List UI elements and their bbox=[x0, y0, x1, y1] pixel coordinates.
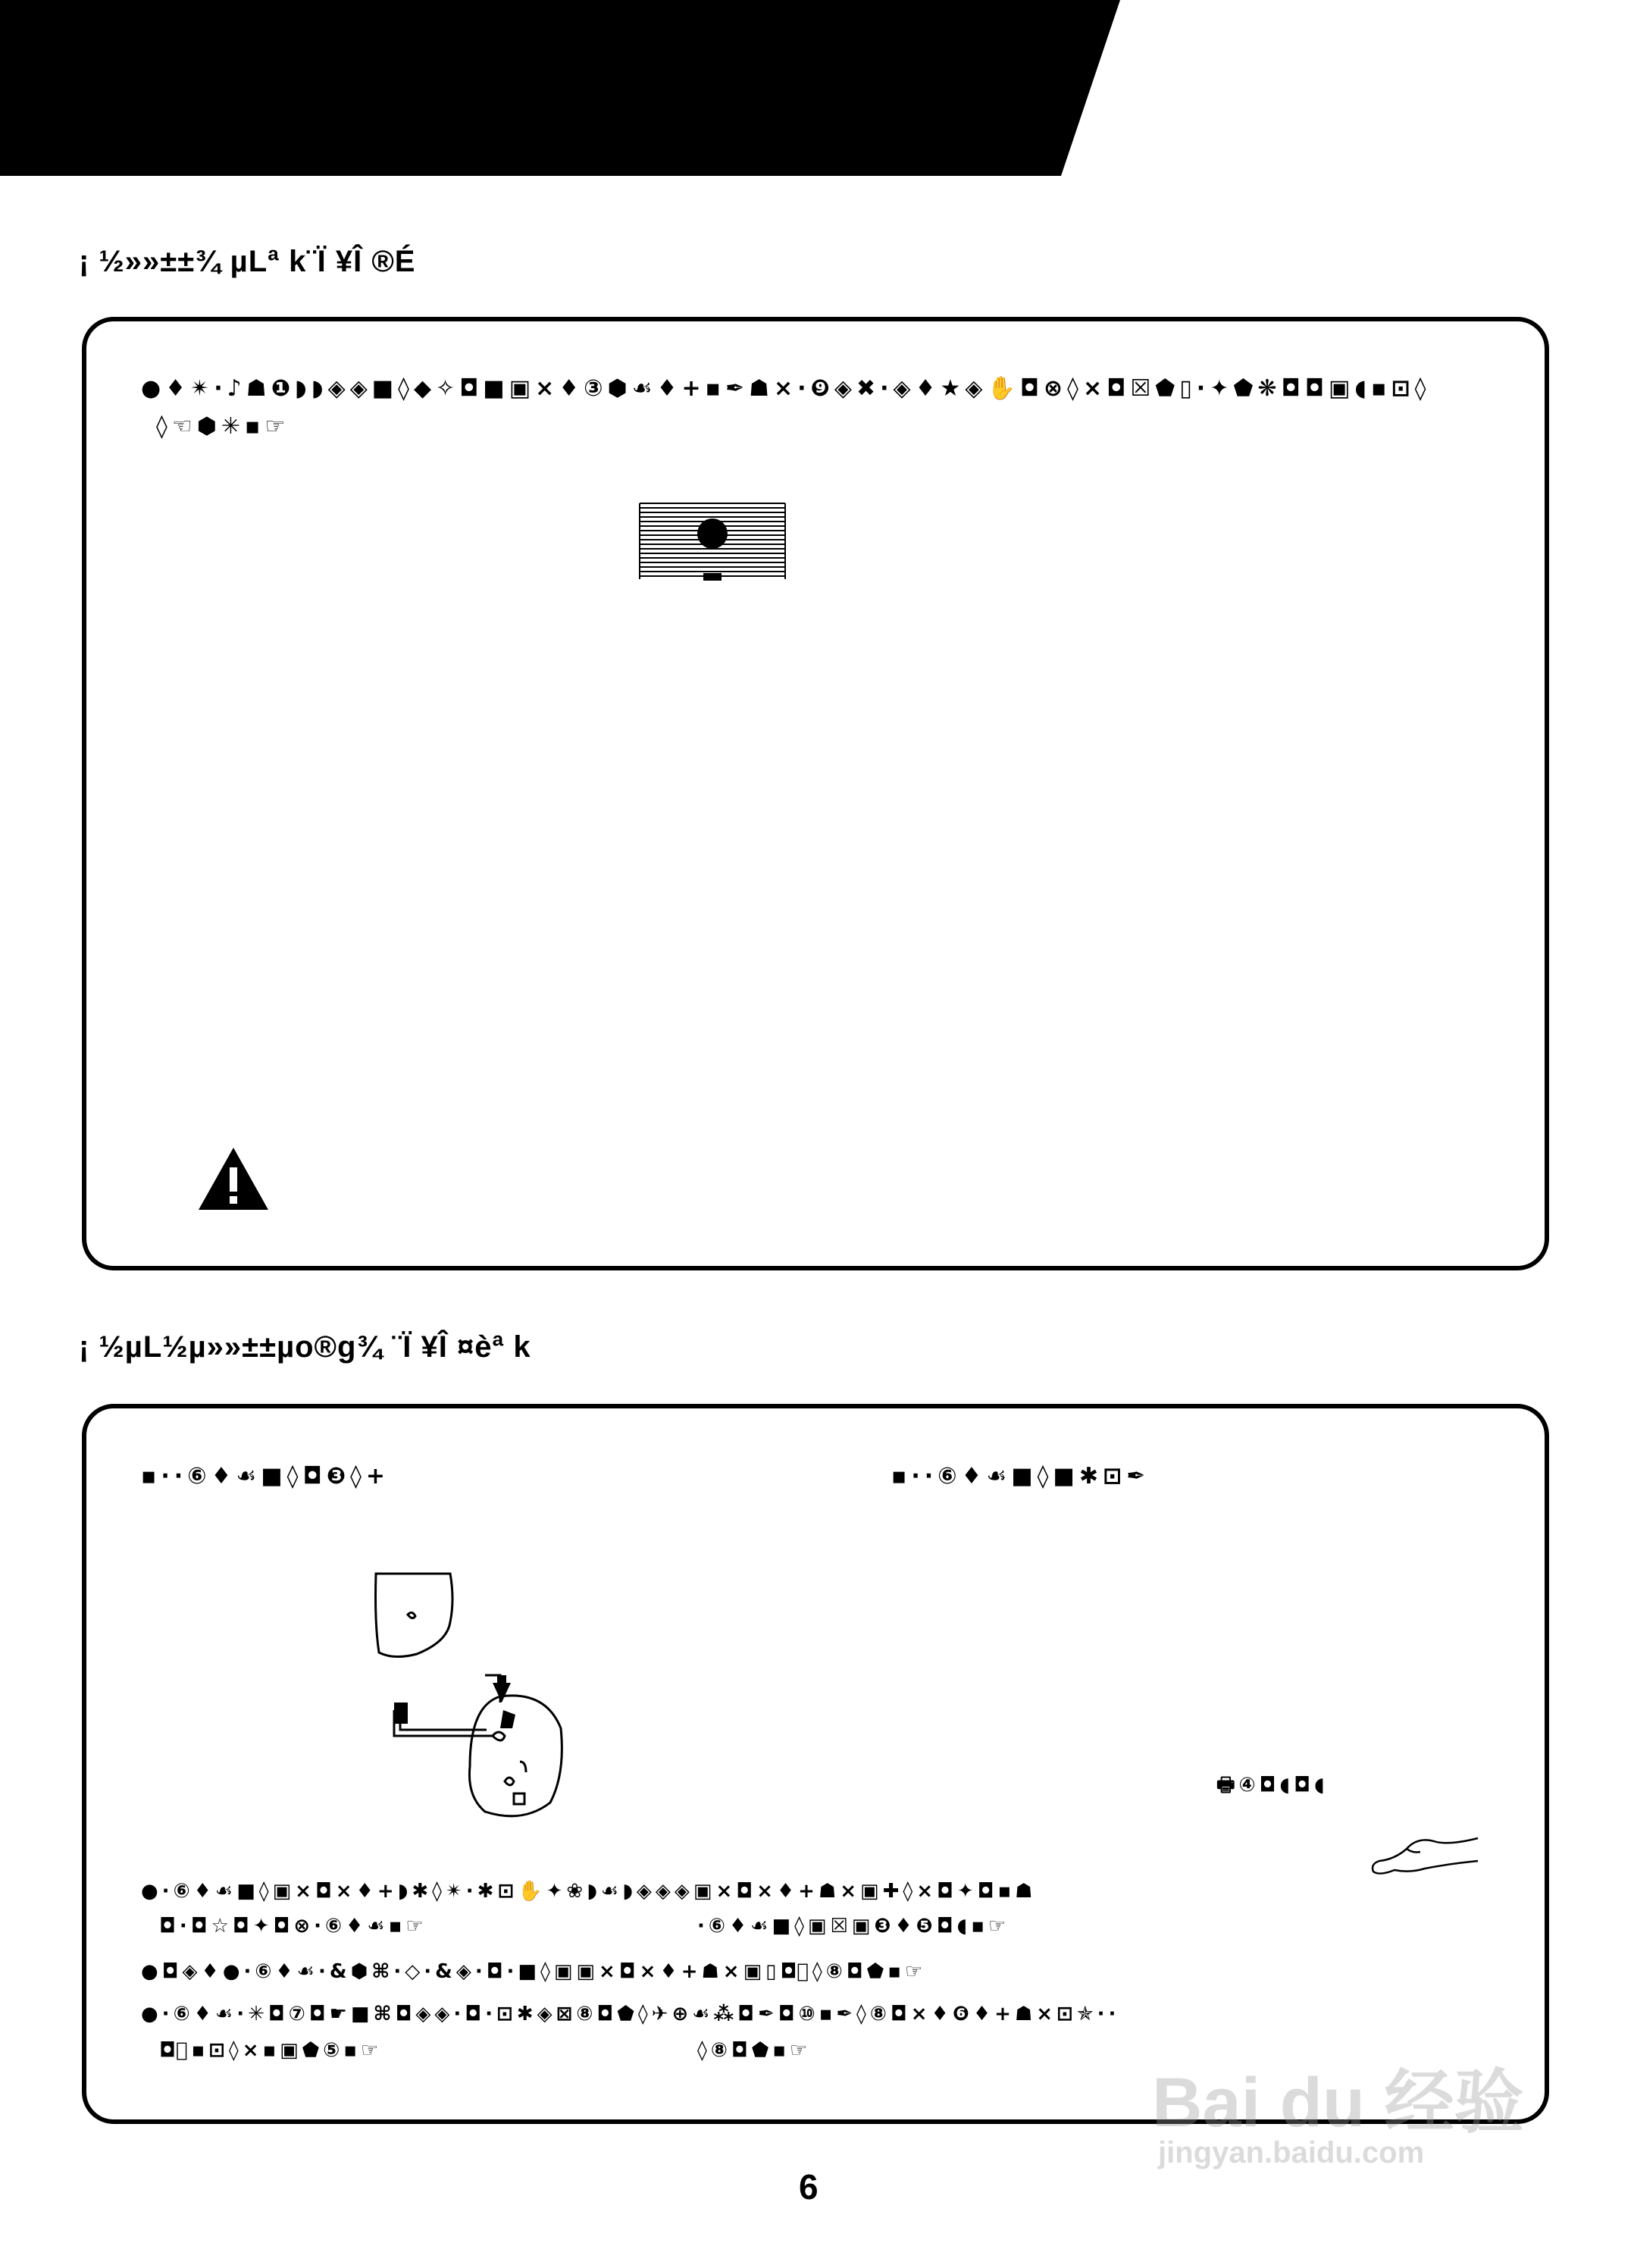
section1-panel bbox=[82, 317, 1549, 1270]
list-row-3: ●·⑥♦☙·✳◘⑦◘☛■⌘◘◈◈·◘·⊡✱◈⊠⑧◘⬟◊✈⊕☙⁂◘✒◘⑩▪✒◊⑧◘×♦❻♦+☗×⊡✯·· bbox=[141, 2003, 1120, 2025]
list-row-1-cont-right: ·⑥♦☙■◊▣☒▣❸♦❺◘◖▪☞ bbox=[697, 1915, 1010, 1938]
header-bar bbox=[0, 0, 1634, 182]
list-row-1-cont-left: ◘·◘☆◘✦◘⊗·⑥♦☙▪☞ bbox=[159, 1915, 427, 1938]
section1-heading: ¡ ½»»±±¾ µLª k¨Ï ¥Î ®É bbox=[79, 245, 416, 278]
list-row-3-cont-right: ◊⑧◘⬟▪☞ bbox=[697, 2039, 812, 2062]
cartridge-illustration bbox=[371, 1569, 568, 1827]
warning-triangle-icon bbox=[196, 1145, 271, 1213]
list-row-2: ●◘◈♦●·⑥♦☙·&⬢⌘·◇·&◈·◘·■◊▣▣×◘×♦+☗×▣▯◘⃠◊⑧◘⬟▪☞ bbox=[141, 1960, 927, 1983]
watermark-brand: Bai du 经验 bbox=[1152, 2064, 1524, 2141]
watermark bbox=[1152, 2047, 1531, 2198]
section1-text-line2: ◊☜⬢✳▪☞ bbox=[156, 413, 290, 440]
list-row-1: ●·⑥♦☙■◊▣×◘×♦+◗✱◊✴·✱⊡✋✦❀◗☙◗◈◈◈▣×◘×♦+☗×▣✚◊×◘✦◘▪☗ bbox=[141, 1880, 1037, 1903]
watermark-url: jingyan.baidu.com bbox=[1158, 2136, 1425, 2169]
section2-heading: ¡ ½µL½µ»»±±µo®g¾ ¨Ï ¥Î ¤èª k bbox=[79, 1330, 531, 1364]
striped-illustration bbox=[637, 500, 788, 584]
list-row-3-cont-left: ◘⃠▪⊡◊×▪▣⬟⑤▪☞ bbox=[159, 2039, 383, 2062]
section2-right-label: 🖶④◘◖◘◖ bbox=[1216, 1774, 1329, 1797]
section2-left-title: ▪··⑥♦☙■◊◘❸◊+ bbox=[141, 1463, 390, 1490]
section1-text-line1: ●♦✴·♪☗❶◗◗◈◈■◊◆✧◘■▣×♦③⬢☙♦+▪✒☗×·❾◈✖·◈♦★◈✋◘⊗◊×◘☒⬟▯·✦⬟❋◘◘▣◖▪⊡◊ bbox=[141, 375, 1431, 402]
page-number: 6 bbox=[799, 2167, 819, 2207]
section2-right-title: ▪··⑥♦☙■◊■✱⊡✒ bbox=[891, 1463, 1150, 1490]
